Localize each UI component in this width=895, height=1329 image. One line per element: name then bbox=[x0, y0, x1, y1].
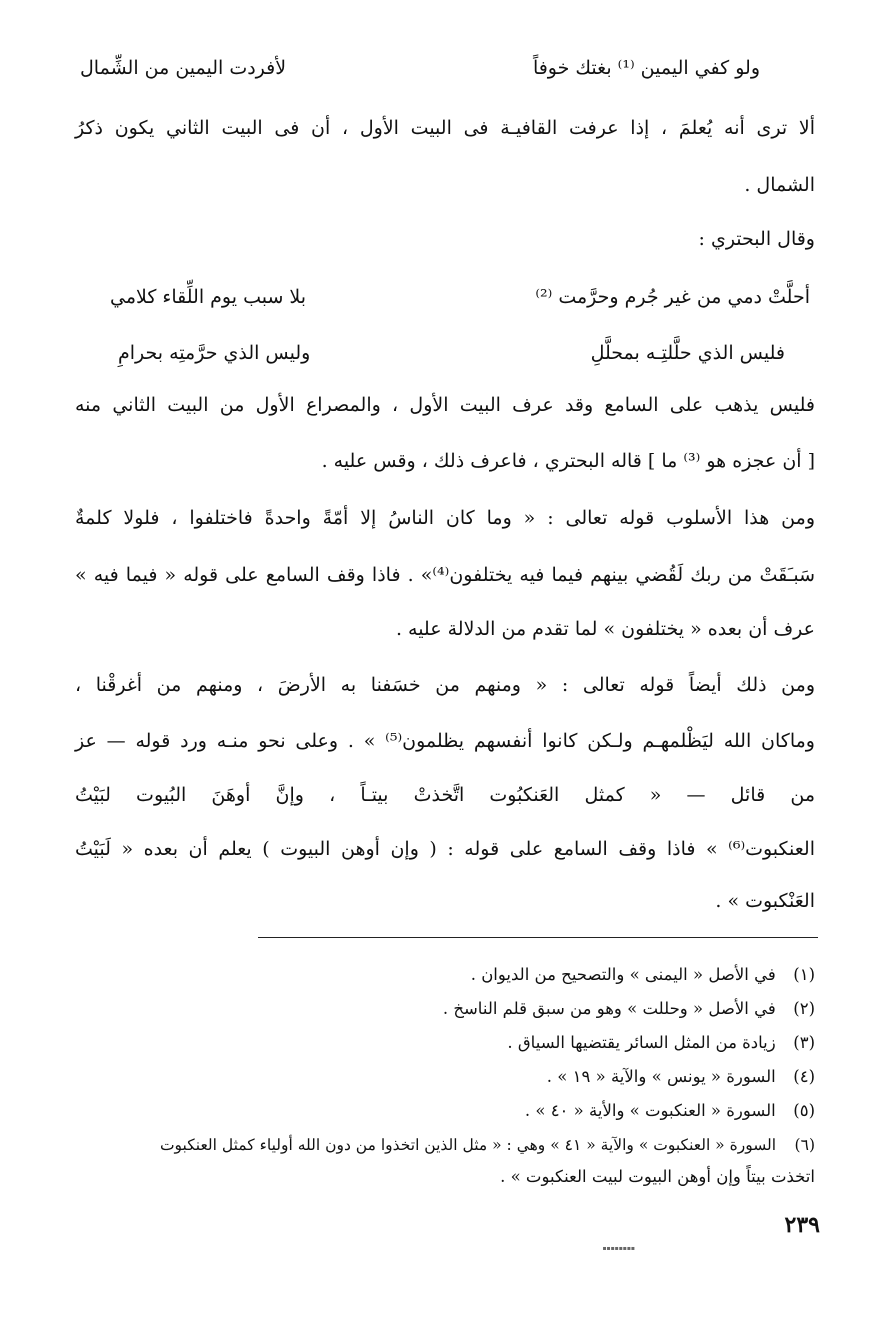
verse3-first-hemistich: فليس الذي حلَّلتِـه بمحلَّلِ bbox=[590, 342, 785, 364]
para2-line2: [ أن عجزه هو ⁽³⁾ ما ] قاله البحتري ، فاعرف ذلك ، وقس عليه . bbox=[321, 450, 815, 472]
para1-line1: ألا ترى أنه يُعلمَ ، إذا عرفت القافيـة فى البيت الأول ، أن فى البيت الثاني يكون ذكرُ bbox=[75, 117, 815, 139]
para4-line3: من قائل — « كمثل العَنكبُوت اتَّخذتْ بيتـاً ، وإنَّ أوهَنَ البُيوت لبَيْتُ bbox=[75, 784, 815, 806]
verse1-first-hemistich: ولو كفي اليمين ⁽¹⁾ بغتك خوفاً bbox=[532, 57, 760, 79]
footnote-text: في الأصل « وحللت » وهو من سبق قلم الناسخ . bbox=[442, 999, 776, 1018]
para3-line3: عرف أن بعده « يختلفون » لما تقدم من الدلالة عليه . bbox=[395, 618, 815, 640]
footnote-3 bbox=[507, 1029, 815, 1057]
footnote-6-continued bbox=[500, 1163, 815, 1191]
verse2-first-hemistich: أحلَّتْ دمي من غير جُرم وحرَّمت ⁽²⁾ bbox=[535, 286, 810, 308]
footnote-5 bbox=[525, 1097, 815, 1125]
footnote-number: (٦) bbox=[794, 1136, 815, 1154]
verse1-second-hemistich: لأفردت اليمين من الشِّمال bbox=[80, 57, 287, 79]
footnote-1 bbox=[471, 961, 815, 989]
page-number: ٢٣٩ bbox=[784, 1212, 820, 1238]
para2-line1: فليس يذهب على السامع وقد عرف البيت الأول ، والمصراع الأول من البيت الثاني منه bbox=[75, 394, 815, 416]
footnote-text: زيادة من المثل السائر يقتضيها السياق . bbox=[507, 1033, 776, 1052]
para1-line2: الشمال . bbox=[744, 174, 815, 196]
footnote-text: في الأصل « اليمنى » والتصحيح من الديوان . bbox=[470, 965, 776, 984]
footnote-text: السورة « العنكبوت » والأية « ٤٠ » . bbox=[524, 1101, 776, 1120]
para4-line4: العنكبوت⁽⁶⁾ » فاذا وقف السامع على قوله : ( وإن أوهن البيوت ) يعلم أن بعده « لَبَيْتُ bbox=[75, 838, 815, 860]
footnote-text: السورة « يونس » والآية « ١٩ » . bbox=[546, 1067, 776, 1086]
footnote-number: (٥) bbox=[793, 1101, 815, 1120]
footnote-2 bbox=[443, 995, 815, 1023]
para3-line1: ومن هذا الأسلوب قوله تعالى : « وما كان الناسُ إلا أمّةً واحدةً فاختلفوا ، فلولا كلمةٌ bbox=[75, 507, 815, 529]
footnote-number: (٢) bbox=[793, 999, 815, 1018]
para3-line2: سَبـَقَتْ من ربك لَقُضي بينهم فيما فيه يختلفون⁽⁴⁾» . فاذا وقف السامع على قوله « فيما فيه » bbox=[75, 564, 815, 586]
para4-line1: ومن ذلك أيضاً قوله تعالى : « ومنهم من خسَفنا به الأرضَ ، ومنهم من أغرقْنا ، bbox=[75, 674, 815, 696]
footnote-number: (٤) bbox=[793, 1067, 815, 1086]
footnote-6 bbox=[160, 1131, 815, 1159]
footnote-text: اتخذت بيتاً وإن أوهن البيوت لبيت العنكبوت » . bbox=[500, 1167, 815, 1186]
footnote-4 bbox=[547, 1063, 815, 1091]
para4-line2: وماكان الله ليَظْلمهـم ولـكن كانوا أنفسهم يظلمون⁽⁵⁾ » . وعلى نحو منـه ورد قوله — عز bbox=[75, 730, 815, 752]
verse3-second-hemistich: وليس الذي حرَّمتِه بحرامِ bbox=[118, 342, 311, 364]
intro-buhturi: وقال البحتري : bbox=[698, 228, 815, 250]
para4-line5: العَنْكبوت » . bbox=[715, 890, 815, 912]
printer-mark: ▪▪▪▪▪▪▪▪ bbox=[602, 1245, 635, 1250]
footnote-separator bbox=[258, 937, 818, 938]
footnote-text: السورة « العنكبوت » والآية « ٤١ » وهي : « مثل الذين اتخذوا من دون الله أولياء كمثل العنكبوت bbox=[159, 1136, 777, 1154]
footnote-number: (١) bbox=[793, 965, 815, 984]
footnote-number: (٣) bbox=[793, 1033, 815, 1052]
verse2-second-hemistich: بلا سبب يوم اللِّقاء كلامي bbox=[110, 286, 307, 308]
